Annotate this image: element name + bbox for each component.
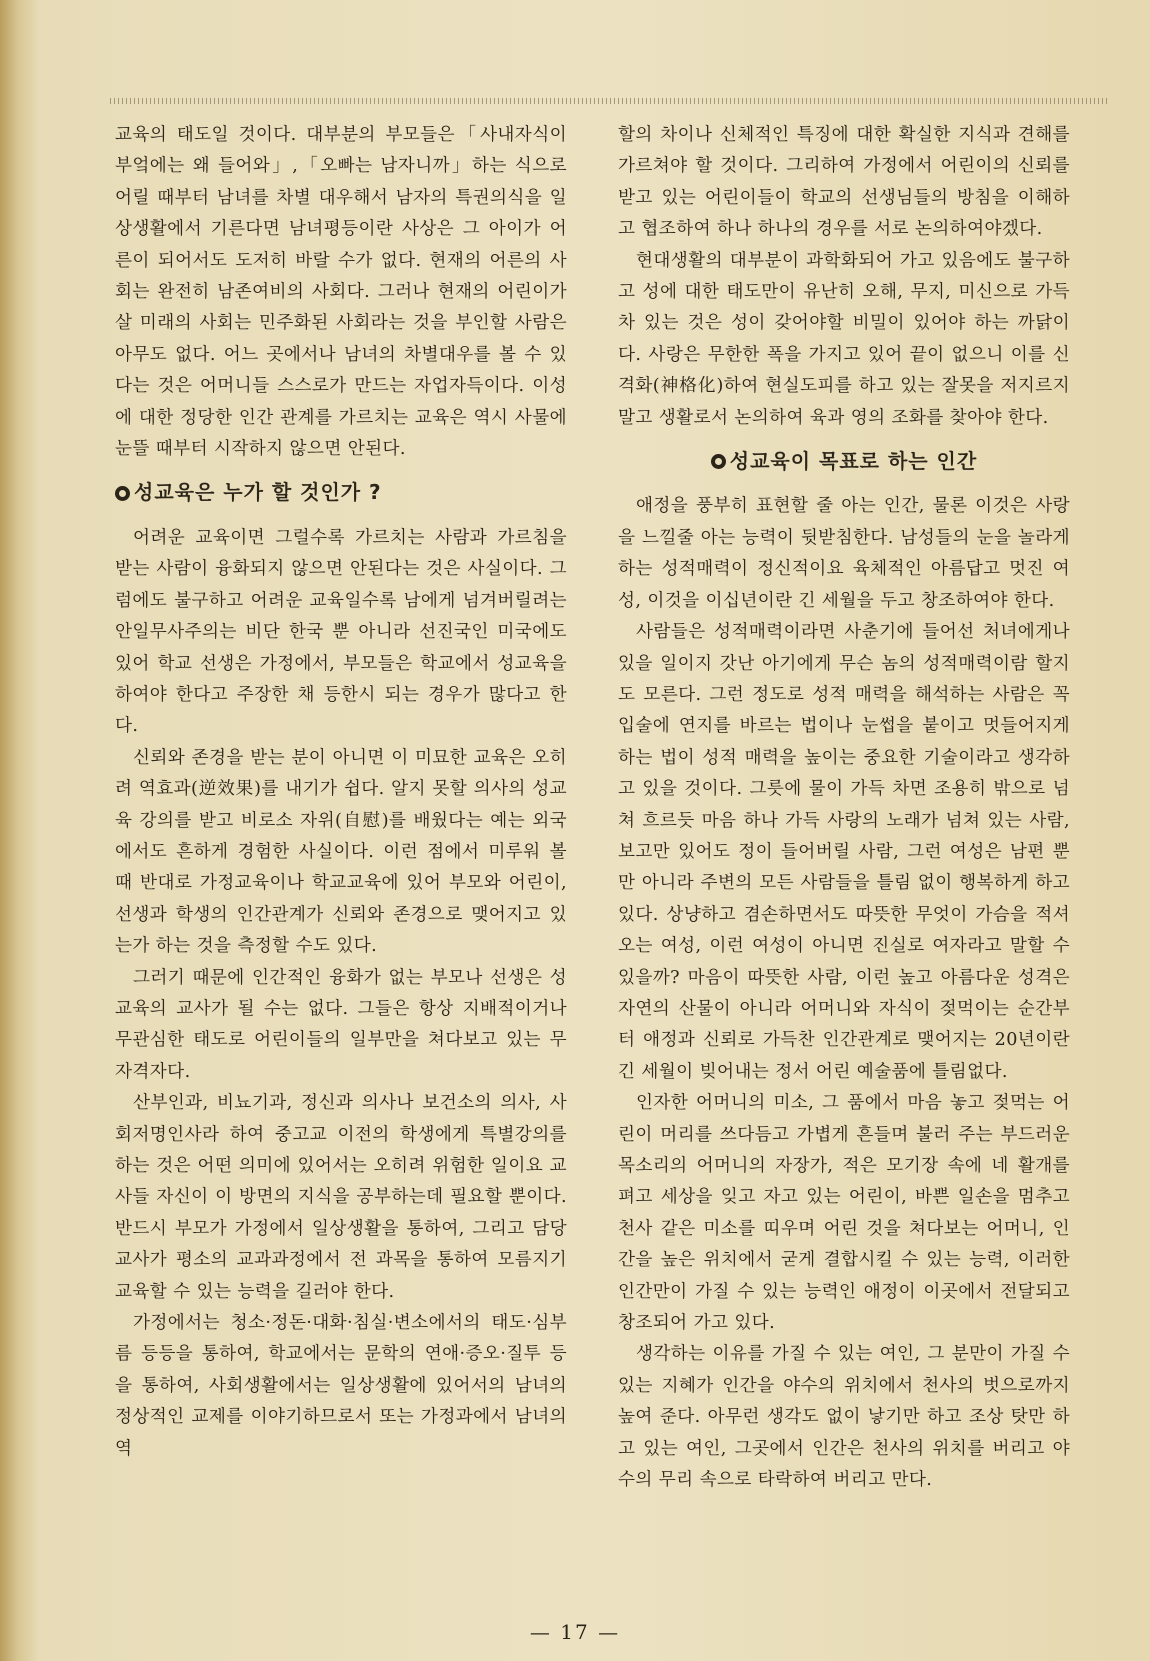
heading-bullet-icon [115, 486, 130, 501]
left-paragraph-2: 어려운 교육이면 그럴수록 가르치는 사람과 가르침을 받는 사람이 융화되지 않으면 안된다는 것은 사실이다. 그럼에도 불구하고 어려운 교육일수록 남에게 넘겨버릴려는 안일무사주의는 비단 한국 뿐 아니라 선진국인 미국에도 있어 학교 선생은 가정에서, 부모들은 학교에서 성교육을 하여야 한다고 주장한 채 등한시 되는 경우가 많다고 한다. [115, 527, 567, 737]
left-paragraph-4: 그러기 때문에 인간적인 융화가 없는 부모나 선생은 성교육의 교사가 될 수는 없다. 그들은 항상 지배적이거나 무관심한 태도로 어린이들의 일부만을 쳐다보고 있는 무자격자다. [115, 967, 567, 1082]
heading-bullet-icon [711, 454, 726, 469]
section-heading-goal-person [618, 446, 1070, 477]
section-heading-who-teaches [115, 477, 567, 508]
right-paragraph-2: 현대생활의 대부분이 과학화되어 가고 있음에도 불구하고 성에 대한 태도만이 유난히 오해, 무지, 미신으로 가득차 있는 것은 성이 갖어야할 비밀이 있어야 하는 까닭이다. 사랑은 무한한 폭을 가지고 있어 끝이 없으니 이를 신격화(神格化)하여 현실도피를 하고 있는 잘못을 저지르지 말고 생활로서 논의하여 육과 영의 조화를 찾아야 한다. [618, 250, 1070, 428]
right-paragraph-1: 할의 차이나 신체적인 특징에 대한 확실한 지식과 견해를 가르쳐야 할 것이다. 그리하여 가정에서 어린이의 신뢰를 받고 있는 어린이들이 학교의 선생님들의 방침을 이해하고 협조하여 하나 하나의 경우를 서로 논의하여야겠다. [618, 125, 1070, 240]
section-heading-text: 성교육은 누가 할 것인가 ? [134, 480, 382, 505]
left-paragraph-3: 신뢰와 존경을 받는 분이 아니면 이 미묘한 교육은 오히려 역효과(逆效果)를 내기가 쉽다. 알지 못할 의사의 성교육 강의를 받고 비로소 자위(自慰)를 배웠다는 예는 외국에서도 흔하게 경험한 사실이다. 이런 점에서 미루워 볼 때 반대로 가정교육이나 학교교육에 있어 부모와 어린이, 선생과 학생의 인간관계가 신뢰와 존경으로 맺어지고 있는가 하는 것을 측정할 수도 있다. [115, 747, 567, 957]
top-rule [110, 98, 1110, 104]
left-paragraph-1: 교육의 태도일 것이다. 대부분의 부모들은「사내자식이 부엌에는 왜 들어와」,「오빠는 남자니까」하는 식으로 어릴 때부터 남녀를 차별 대우해서 남자의 특권의식을 일상생활에서 기른다면 남녀평등이란 사상은 그 아이가 어른이 되어서도 도저히 바랄 수가 없다. 현재의 어른의 사회는 완전히 남존여비의 사회다. 그러나 현재의 어린이가 살 미래의 사회는 민주화된 사회라는 것을 부인할 사람은 아무도 없다. 어느 곳에서나 남녀의 차별대우를 볼 수 있다는 것은 어머니들 스스로가 만드는 자업자득이다. 이성에 대한 정당한 인간 관계를 가르치는 교육은 역시 사물에 눈뜰 때부터 시작하지 않으면 안된다. [115, 125, 567, 460]
right-column [618, 120, 1070, 1496]
page-number: — 17 — [529, 1620, 621, 1644]
left-paragraph-5: 산부인과, 비뇨기과, 정신과 의사나 보건소의 의사, 사회저명인사라 하여 중고교 이전의 학생에게 특별강의를 하는 것은 어떤 의미에 있어서는 오히려 위험한 일이요 교사들 자신이 이 방면의 지식을 공부하는데 필요할 뿐이다. 반드시 부모가 가정에서 일상생활을 통하여, 그리고 담당교사가 평소의 교과과정에서 전 과목을 통하여 모름지기 교육할 수 있는 능력을 길러야 한다. [115, 1093, 567, 1302]
right-paragraph-3: 애정을 풍부히 표현할 줄 아는 인간, 물론 이것은 사랑을 느낄줄 아는 능력이 뒷받침한다. 남성들의 눈을 놀라게 하는 성적매력이 정신적이요 육체적인 아름답고 멋진 여성, 이것을 이십년이란 긴 세월을 두고 창조하여야 한다. [618, 496, 1070, 611]
left-paragraph-6: 가정에서는 청소·정돈·대화·침실·변소에서의 태도·심부름 등등을 통하여, 학교에서는 문학의 연애·증오·질투 등을 통하여, 사회생활에서는 일상생활에 있어서의 남녀의 정상적인 교제를 이야기하므로서 또는 가정과에서 남녀의 역 [115, 1313, 567, 1459]
right-paragraph-4: 사람들은 성적매력이라면 사춘기에 들어선 처녀에게나 있을 일이지 갓난 아기에게 무슨 놈의 성적매력이람 할지도 모른다. 그런 정도로 성적 매력을 해석하는 사람은 꼭 입술에 연지를 바르는 법이나 눈썹을 붙이고 멋들어지게 하는 법이 성적 매력을 높이는 중요한 기술이라고 생각하고 있을 것이다. 그릇에 물이 가득 차면 조용히 밖으로 넘쳐 흐르듯 마음 하나 가득 사랑의 노래가 넘쳐 있는 사람, 보고만 있어도 정이 들어버릴 사람, 그런 여성은 남편 뿐만 아니라 주변의 모든 사람들을 틀림 없이 행복하게 하고 있다. 상냥하고 겸손하면서도 따뜻한 무엇이 가슴을 적셔오는 여성, 이런 여성이 아니면 진실로 여자라고 말할 수 있을까? 마음이 따뜻한 사람, 이런 높고 아름다운 성격은 자연의 산물이 아니라 어머니와 자식이 젖먹이는 순간부터 애정과 신뢰로 가득찬 인간관계로 맺어지는 20년이란 긴 세월이 빚어내는 정서 어린 예술품에 틀림없다. [618, 622, 1070, 1082]
right-paragraph-5: 인자한 어머니의 미소, 그 품에서 마음 놓고 젖먹는 어린이 머리를 쓰다듬고 가볍게 흔들며 불러 주는 부드러운 목소리의 어머니의 자장가, 적은 모기장 속에 네 활개를 펴고 세상을 잊고 자고 있는 어린이, 바쁜 일손을 멈추고 천사 같은 미소를 띠우며 어린 것을 쳐다보는 어머니, 인간을 높은 위치에서 굳게 결합시킬 수 있는 능력, 이러한 인간만이 가질 수 있는 능력인 애정이 이곳에서 전달되고 창조되어 가고 있다. [618, 1093, 1070, 1334]
right-paragraph-6: 생각하는 이유를 가질 수 있는 여인, 그 분만이 가질 수 있는 지혜가 인간을 야수의 위치에서 천사의 벗으로까지 높여 준다. 아무런 생각도 없이 낳기만 하고 조상 탓만 하고 있는 여인, 그곳에서 인간은 천사의 위치를 버리고 야수의 무리 속으로 타락하여 버리고 만다. [618, 1344, 1070, 1491]
section-heading-text: 성교육이 목표로 하는 인간 [729, 449, 978, 474]
left-column [115, 120, 567, 1465]
